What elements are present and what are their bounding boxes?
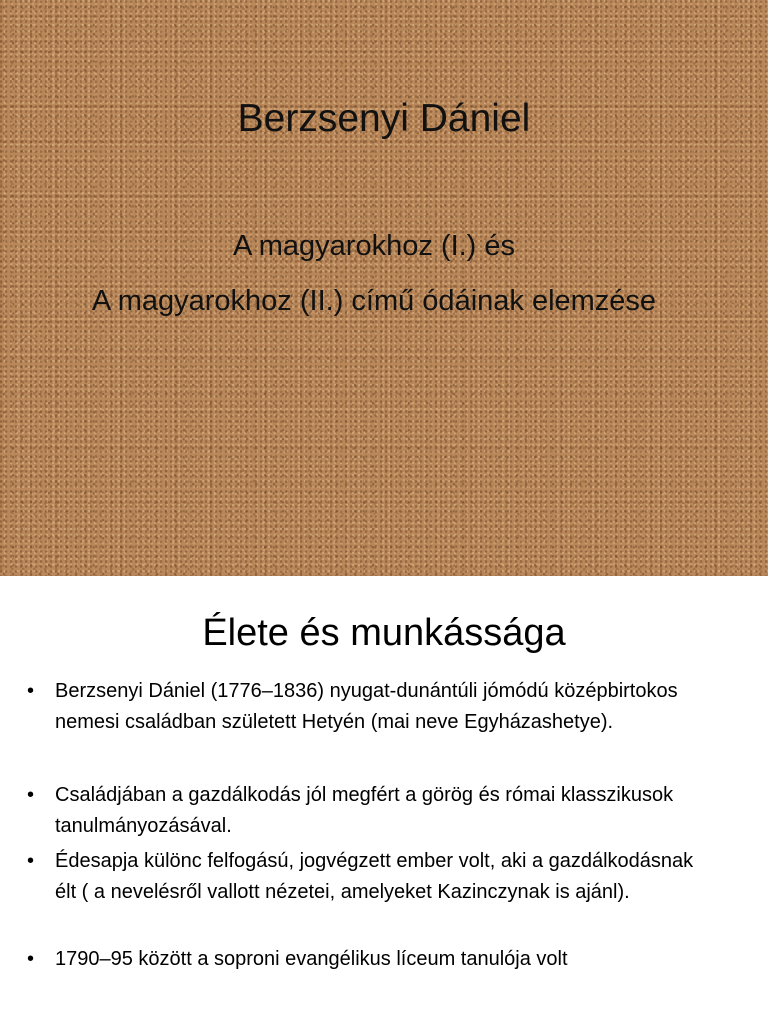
slide-title: Berzsenyi Dániel bbox=[237, 97, 531, 140]
bullet-icon: • bbox=[27, 784, 35, 806]
slide-subtitle-line-1: A magyarokhoz (I.) és bbox=[232, 230, 516, 262]
content-slide bbox=[0, 576, 768, 1024]
bullet-text: Berzsenyi Dániel (1776–1836) nyugat-dunántúli jómódú középbirtokos nemesi családban született Hetyén (mai neve Egyházashetye). bbox=[55, 680, 678, 733]
bullet-item bbox=[0, 676, 768, 738]
bullet-item bbox=[0, 780, 768, 842]
bullet-text: Édesapja különc felfogású, jogvégzett ember volt, aki a gazdálkodásnak élt ( a nevelésről vallott nézetei, amelyeket Kazinczynak is ajánl). bbox=[55, 850, 694, 903]
bullet-list bbox=[0, 676, 768, 975]
bullet-icon: • bbox=[27, 948, 35, 970]
bullet-text: Családjában a gazdálkodás jól megfért a görög és római klasszikusok tanulmányozásával. bbox=[55, 784, 674, 837]
bullet-icon: • bbox=[27, 850, 35, 872]
slide-subtitle-line-2: A magyarokhoz (II.) című ódáinak elemzése bbox=[91, 285, 657, 317]
bullet-text: 1790–95 között a soproni evangélikus líceum tanulója volt bbox=[55, 948, 568, 970]
bullet-item bbox=[0, 944, 768, 975]
bullet-item bbox=[0, 846, 768, 908]
bullet-icon: • bbox=[27, 680, 35, 702]
content-heading: Élete és munkássága bbox=[202, 612, 566, 654]
